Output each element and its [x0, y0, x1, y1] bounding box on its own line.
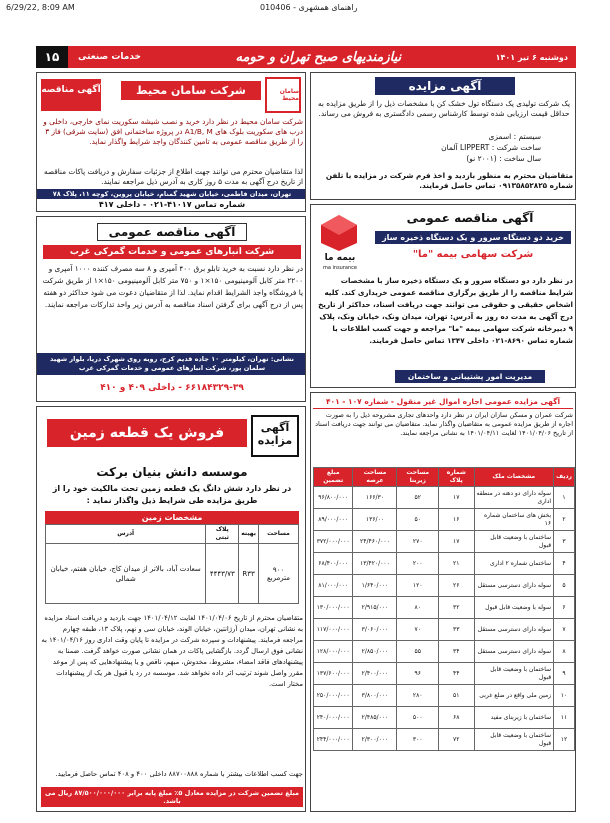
table-cell: سوله دارای دسترسی مستقل	[474, 575, 554, 597]
bima-logo-text: بیمه ما	[324, 253, 356, 263]
table-cell: ۱۳۶/۰۰	[353, 509, 397, 531]
land-phone: جهت کسب اطلاعات بیشتر با شماره ۸۸۷۰۰۸۸۸ داخلی ۴۰۰ و ۴۰۸ تماس حاصل فرمایید.	[55, 770, 303, 778]
auction-dryer-ad	[310, 72, 576, 200]
table-row	[314, 553, 575, 575]
table-cell: ۲/۴۰۰/۰۰۰	[353, 663, 397, 685]
bima-company: شرکت سهامی بیمه "ما"	[412, 249, 534, 260]
table-row	[314, 531, 575, 553]
land-intro: در نظر دارد شش دانگ یک قطعه زمین تحت مالکیت خود را از طریق مزایده طی شرایط ذیل واگذار نماید :	[52, 484, 292, 505]
table-cell: سوله دارای دو دهنه در منطقه اداری	[474, 487, 554, 509]
land-address: سعادت آباد، بالاتر از میدان کاج، خیابان هفتم، خیابان شمالی	[46, 544, 206, 604]
table-cell: ۳۰۰	[397, 729, 439, 751]
table-cell: ۵۰	[397, 509, 439, 531]
table-cell: ۱۷	[439, 487, 474, 509]
table-cell: ۵۵	[397, 641, 439, 663]
table-row	[314, 707, 575, 729]
table-cell: ۸۹/۰۰۰/۰۰۰	[314, 509, 353, 531]
saman-logo-icon	[265, 77, 301, 113]
table-cell: ۱۱۷/۰۰۰/۰۰۰	[314, 619, 353, 641]
table-cell: ۲/۹۱۵/۰۰۰	[353, 597, 397, 619]
bima-footer: مدیریت امور پشتیبانی و ساختمان	[395, 370, 545, 383]
table-cell: ۱	[554, 487, 575, 509]
table-cell: ۵	[554, 575, 575, 597]
table-cell: ۵۲	[397, 487, 439, 509]
customs-address: نشانی: تهران، کیلومتر ۱۰ جاده قدیم کرج، روبه روی شهرک دریا، بلوار شهید سلمان پور، شرکت انبارهای عمومی و خدمات گمرکی غرب	[37, 353, 306, 375]
table-cell: ۲۱	[439, 553, 474, 575]
customs-company: شرکت انبارهای عمومی و خدمات گمرکی غرب	[43, 245, 301, 259]
auction-body: یک شرکت تولیدی یک دستگاه تول خشک کن با مشخصات ذیل را از طریق مزایده به حداقل قیمت ارزیابی شده توسط کارشناس رسمی دادگستری به فروش می رساند.	[317, 99, 571, 118]
table-cell: ۲/۸۵۰/۰۰۰	[353, 641, 397, 663]
table-cell: ۳۳	[439, 619, 474, 641]
rent-body: شرکت عمران و مسکن سازان ایران در نظر دارد واحدهای تجاری مشروحه ذیل را به صورت اجاره از طریق مزایده عمومی به متقاضیان واگذار نماید. متقاضیان می توانند جهت دریافت اسناد از تاریخ ۱۴۰۱/۰۴/۰۶ لغایت ۱۴۰۱/۰۴/۱۱ به نشانی مراجعه نمایند.	[315, 411, 573, 437]
table-cell: ۵۰۰	[397, 707, 439, 729]
land-title: فروش یک قطعه زمین	[47, 419, 247, 447]
table-cell: ۳۲	[439, 597, 474, 619]
table-row	[314, 729, 575, 751]
table-row	[314, 685, 575, 707]
newspaper-title: نیازمندیهای صبح تهران و حومه	[235, 49, 402, 65]
table-cell: ۸۱/۰۰۰/۰۰۰	[314, 575, 353, 597]
bima-tender-ad	[310, 204, 576, 388]
auction-specs	[351, 131, 541, 164]
auction-footer: متقاضیان محترم به منظور بازدید و اخذ فرم شرکت در مزایده با تلفن شماره ۰۹۱۳۵۸۵۲۸۲۵ تماس حاصل فرمایند.	[325, 171, 573, 190]
customs-tender-ad	[36, 216, 306, 402]
saman-phone: شماره تماس ۴۱۰۱۷-۰۲۱ - داخلی ۴۱۷	[98, 200, 246, 209]
col-plate: شماره پلاک	[439, 468, 474, 487]
table-cell: ۱۳۷/۶۰۰/۰۰۰	[314, 663, 353, 685]
table-row	[314, 619, 575, 641]
saman-body-1: شرکت سامان محیط در نظر دارد خرید و نصب شیشه سکوریت نمای خارجی، داخلی و درب های سکوریت بلوک های A1/B, M در پروژه ساختمانی افق (سایت شرقی) فاز ۳ را از طریق مناقصه عمومی به تامین کنندگان واجد شرایط واگذار نماید.	[43, 117, 303, 146]
bima-logo-en: ma insurance	[323, 265, 357, 271]
table-cell: ۳/۸۰۰/۰۰۰	[353, 685, 397, 707]
table-cell: ۱۶۶/۳۰	[353, 487, 397, 509]
table-cell: ۷	[554, 619, 575, 641]
rent-table	[313, 467, 575, 751]
browser-header	[0, 0, 610, 16]
table-cell: ۷۰	[397, 619, 439, 641]
table-cell: ۷۲	[439, 729, 474, 751]
table-cell: ۳/۰۶۰/۰۰۰	[353, 619, 397, 641]
table-row	[314, 509, 575, 531]
table-row	[314, 487, 575, 509]
table-cell: ۱۱	[554, 707, 575, 729]
table-cell: ۱۳/۴۲۰/۰۰۰	[353, 553, 397, 575]
table-cell: زمین ملی واقع در ضلع غربی	[474, 685, 554, 707]
bima-subtitle: خرید دو دستگاه سرور و یک دستگاه ذخیره ساز	[375, 231, 571, 244]
table-cell: ساختمان شماره ۲ اداری	[474, 553, 554, 575]
land-body: متقاضیان محترم از تاریخ ۱۴۰۱/۰۴/۰۶ لغایت ۱۴۰۱/۰۴/۱۲ جهت بازدید و دریافت اسناد مزایده به نشانی تهران، میدان آرژانتین، خیابان الوند، خیابان سی و نهم، پلاک ۱۳، طبقه چهارم مراجعه فرمایند. پیشنهادات و سپرده شرکت در مزایده تا پایان وقت اداری روز ۱۴۰۱/۰۴/۱۶ به نشانی فوق ارسال گردد. بازگشایی پاکات در همان نشانی صورت خواهد گرفت. ضمنا به پیشنهادهای فاقد امضاء، مشروط، مخدوش، مبهم، ناقص و یا پیشنهادهایی که پس از موعد مقرر واصل شوند ترتیب اثر داده نخواهد شد. موسسه در رد یا قبول هر یک از پیشنهادات مختار است.	[41, 614, 303, 688]
col-built: مساحت زیربنا	[397, 468, 439, 487]
doc-id: 010406 - راهنمای همشهری	[260, 3, 358, 12]
table-cell: ۹۶/۸۰۰/۰۰۰	[314, 487, 353, 509]
land-zone: R۳۳	[239, 544, 259, 604]
land-plate: ۴۴۴۳/۷۳	[206, 544, 239, 604]
land-col-plate: پلاک ثبتی	[206, 525, 239, 544]
saman-company: شرکت سامان محیط	[121, 81, 261, 100]
land-area: ۹۰۰ مترمربع	[259, 544, 299, 604]
table-cell: ۱۶	[439, 509, 474, 531]
table-cell: ۸	[554, 641, 575, 663]
table-cell: ۲۴۴/۰۰۰/۰۰۰	[314, 729, 353, 751]
table-cell: ۱/۶۴۰/۰۰۰	[353, 575, 397, 597]
table-cell: ۲۴/۴۶۰/۰۰۰	[353, 531, 397, 553]
spec-system-label: سیستم :	[513, 132, 541, 141]
table-cell: ۱۳۰/۰۰۰/۰۰۰	[314, 597, 353, 619]
saman-body-2: لذا متقاضیان محترم می توانند جهت اطلاع از جزئیات سفارش و دریافت پاکات مناقصه از تاریخ درج آگهی به مدت ۵ روز کاری به آدرس ذیل مراجعه نمایند.	[43, 167, 303, 186]
spec-maker-value: LIPPERT آلمان	[441, 143, 490, 152]
table-cell: ساختمان با وضعیت قابل قبول	[474, 729, 554, 751]
bima-title: آگهی مناقصه عمومی	[406, 211, 534, 225]
section-label: خدمات صنعتی	[78, 52, 142, 62]
customs-body: در نظر دارد نسبت به خرید تابلو برق ۴۰۰ آمپری و ۸ سه مصرف کننده ۱۰۰۰ آمپری و ۲۲۰۰ متر کابل آلومینیومی ۱۵۰×۱ و ۷۵۰ متر کابل آلومینیومی ۱۵۰×۱ از طریق شرکت یا فروشگاه واجد الشرایط اقدام نماید. لذا از متقاضیان دعوت می شود حداکثر دو هفته پس از درج آگهی برای گرفتن اسناد مناقصه به آدرس زیر واحد تدارکات مراجعه نمایند.	[42, 264, 303, 309]
saman-logo-text: سامان محیط	[279, 88, 299, 102]
table-cell: ۲/۳۰۰/۰۰۰	[353, 729, 397, 751]
table-row	[314, 663, 575, 685]
customs-phone: ۶۶۱۸۴۳۲۹-۳۹ - داخلی ۴۰۹ و ۴۱۰	[100, 383, 244, 393]
table-cell: ۴	[554, 553, 575, 575]
table-cell: سوله دارای دسترسی مستقل	[474, 619, 554, 641]
col-row: ردیف	[554, 468, 575, 487]
table-cell: ۵۱	[439, 685, 474, 707]
table-cell: ۱۷	[439, 531, 474, 553]
table-cell: ۲	[554, 509, 575, 531]
table-cell: ۳۷۲/۰۰۰/۰۰۰	[314, 531, 353, 553]
table-cell: ۹	[554, 663, 575, 685]
table-cell: ۱۲	[554, 729, 575, 751]
table-cell: ۳۴	[439, 641, 474, 663]
land-auction-ad	[36, 406, 306, 812]
print-datetime: 6/29/22, 8:09 AM	[6, 3, 75, 12]
table-cell: ۹۶	[397, 663, 439, 685]
auction-title: آگهی مزایده	[375, 77, 515, 95]
table-cell: سوله با وضعیت قابل قبول	[474, 597, 554, 619]
table-cell: ۳	[554, 531, 575, 553]
table-cell: بخش های ساختمان شماره ۱۶	[474, 509, 554, 531]
land-table-title: مشخصات زمین	[45, 511, 299, 524]
land-col-area: مساحت	[259, 525, 299, 544]
page-number: ۱۵	[36, 46, 68, 68]
masthead	[36, 46, 576, 68]
land-col-zone: بهینه	[239, 525, 259, 544]
table-cell: ۲۵۰/۰۰۰/۰۰۰	[314, 685, 353, 707]
table-row	[314, 575, 575, 597]
table-row	[314, 597, 575, 619]
land-deposit: مبلغ تضمین شرکت در مزایده معادل ۵٪ مبلغ پایه برابر ۸۷/۵۰۰/۰۰۰/۰۰۰ ریال می باشد.	[41, 787, 303, 807]
saman-address: تهران، میدان فاطمی، خیابان شهید گمنام، خیابان پروین، کوچه ۱۱، پلاک ۷۸	[37, 189, 306, 199]
table-cell: ساختمان با وضعیت قابل قبول	[474, 663, 554, 685]
table-cell: سوله دارای دسترسی مستقل	[474, 641, 554, 663]
table-cell: ۶۸/۴۰۰/۰۰۰	[314, 553, 353, 575]
table-cell: ۴۴	[439, 663, 474, 685]
issue-date: دوشنبه ۶ تیر ۱۴۰۱	[495, 52, 568, 62]
table-cell: ۸۰	[397, 597, 439, 619]
rent-title: آگهی مزایده عمومی اجاره اموال غیر منقول - شماره ۱۰۷ - ۴۰۱	[313, 395, 573, 409]
col-land: مساحت عرصه	[353, 468, 397, 487]
table-cell: ۱۲۰	[397, 575, 439, 597]
land-table	[45, 511, 299, 604]
table-row	[314, 641, 575, 663]
table-cell: ساختمان با زیربنای مفید	[474, 707, 554, 729]
table-cell: ۲۸۰	[397, 685, 439, 707]
table-cell: ۲۷۰	[397, 531, 439, 553]
spec-year-label: سال ساخت :	[499, 154, 541, 163]
table-cell: ۶۸	[439, 707, 474, 729]
land-col-address: آدرس	[46, 525, 206, 544]
bima-body: در نظر دارد دو دستگاه سرور و یک دستگاه ذخیره ساز با مشخصات شرایط مناقصه را از طریق برگزاری مناقصه عمومی خریداری کند. کلیه اشخاص حقیقی و حقوقی می توانند جهت دریافت اسناد، حداکثر از تاریخ درج آگهی به مدت ده روز به آدرس: تهران، میدان ونک، خیابان ونک، پلاک ۹ دبیرخانه شرکت سهامی بیمه "ما" مراجعه و جهت کسب اطلاعات با شماره تماس ۸۶۹۰-۰۲۱ داخلی ۱۳۴۷ تماس حاصل فرمایند.	[318, 276, 573, 345]
spec-system-value: اسمزی	[488, 132, 512, 141]
table-cell: ۲۰۰	[397, 553, 439, 575]
customs-title: آگهی مناقصه عمومی	[97, 223, 247, 241]
spec-year-value: (۲۰۰۱ نو)	[466, 154, 497, 163]
land-org: موسسه دانش بنیان برکت	[96, 465, 248, 479]
table-cell: ساختمان با وضعیت قابل قبول	[474, 531, 554, 553]
rent-table-header	[314, 468, 575, 487]
saman-tender-ad	[36, 72, 306, 212]
spec-maker-label: ساخت شرکت :	[491, 143, 541, 152]
land-badge: آگهی مزایده	[251, 415, 299, 457]
table-cell: ۲۶	[439, 575, 474, 597]
table-cell: ۶	[554, 597, 575, 619]
rent-auction-ad	[310, 392, 576, 812]
table-cell: ۲۴۰/۰۰۰/۰۰۰	[314, 707, 353, 729]
table-cell: ۱۲۸/۰۰۰/۰۰۰	[314, 641, 353, 663]
bima-logo-icon	[319, 213, 359, 253]
col-desc: مشخصات ملک	[474, 468, 554, 487]
table-cell: ۱۰	[554, 685, 575, 707]
saman-badge: آگهی مناقصه	[41, 79, 101, 111]
table-cell: ۲/۴۸۵/۰۰۰	[353, 707, 397, 729]
col-deposit: مبلغ تضمین	[314, 468, 353, 487]
